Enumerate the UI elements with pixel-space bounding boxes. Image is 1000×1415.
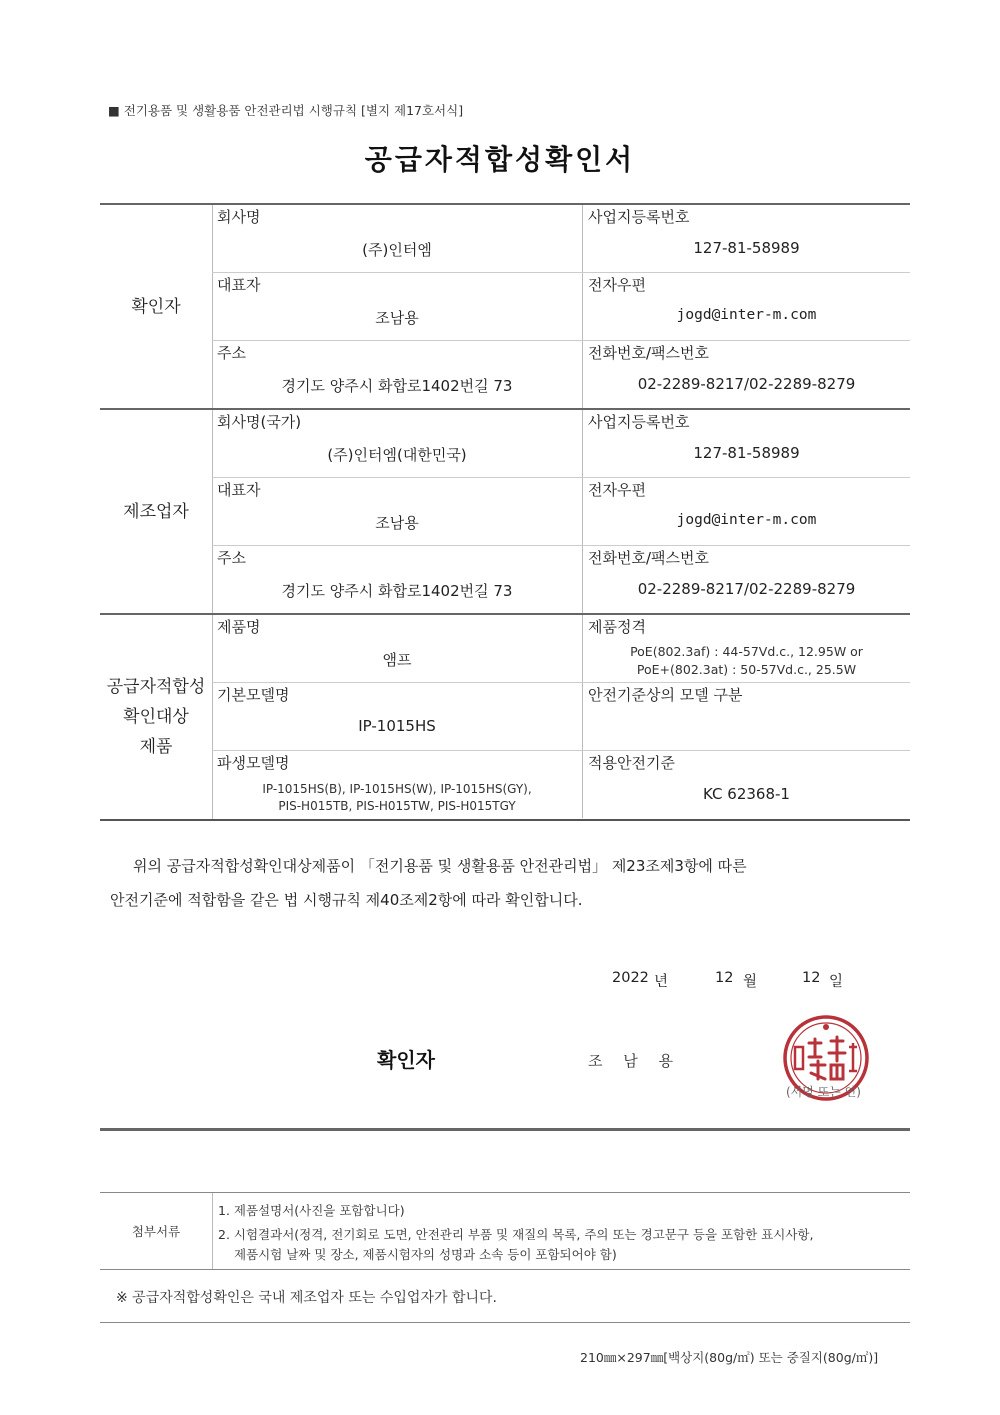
attachments-label: 첨부서류 bbox=[100, 1193, 213, 1269]
derived-model-label: 파생모델명 bbox=[217, 754, 290, 772]
certificate-table bbox=[100, 203, 910, 821]
email-label: 전자우편 bbox=[588, 276, 646, 294]
attachments-list bbox=[218, 1199, 906, 1267]
date-day: 12 bbox=[802, 970, 821, 986]
manufacturer-rep-row bbox=[212, 477, 910, 545]
date-month: 12 bbox=[715, 970, 734, 986]
paper-spec: 210㎜×297㎜[백상지(80g/㎡) 또는 중질지(80g/㎡)] bbox=[580, 1350, 879, 1365]
company-name-label: 회사명 bbox=[217, 208, 261, 226]
product-name-row bbox=[212, 615, 910, 682]
date-day-unit: 일 bbox=[829, 974, 844, 990]
footer-divider bbox=[100, 1322, 910, 1323]
address-value: 경기도 양주시 화합로1402번길 73 bbox=[281, 377, 513, 395]
product-section-label: 공급자적합성 확인대상 제품 bbox=[100, 615, 213, 819]
manufacturer-address-row bbox=[212, 545, 910, 613]
date-month-unit: 월 bbox=[743, 974, 758, 990]
product-section bbox=[100, 613, 910, 821]
base-model-value: IP-1015HS bbox=[358, 717, 436, 735]
phone-fax-value: 02-2289-8217/02-2289-8279 bbox=[637, 580, 856, 598]
manufacturer-section-label: 제조업자 bbox=[100, 410, 213, 613]
footnote: ※ 공급자적합성확인은 국내 제조업자 또는 수입업자가 합니다. bbox=[116, 1290, 497, 1306]
representative-label: 대표자 bbox=[217, 481, 261, 499]
date-year-unit: 년 bbox=[654, 974, 669, 990]
safety-model-class-label: 안전기준상의 모델 구분 bbox=[588, 686, 743, 704]
product-model-row bbox=[212, 682, 910, 750]
attachment-item-1: 1. 제품설명서(사진을 포함합니다) bbox=[218, 1203, 405, 1218]
company-country-value: (주)인터엠(대한민국) bbox=[327, 446, 467, 464]
address-value: 경기도 양주시 화합로1402번길 73 bbox=[281, 582, 513, 600]
confirmer-rep-row bbox=[212, 272, 910, 340]
confirmer-address-row bbox=[212, 340, 910, 408]
product-rating-label: 제품정격 bbox=[588, 618, 646, 636]
company-country-label: 회사명(국가) bbox=[217, 413, 302, 431]
product-rating-value: PoE(802.3af) : 44-57Vd.c., 12.95W or PoE+(802.3at) : 50-57Vd.c., 25.5W bbox=[630, 644, 863, 677]
phone-fax-label: 전화번호/팩스번호 bbox=[588, 549, 709, 567]
applied-standard-value: KC 62368-1 bbox=[703, 785, 790, 803]
seal-caption: (서명 또는 인) bbox=[786, 1085, 861, 1099]
business-reg-value: 127-81-58989 bbox=[693, 444, 800, 462]
derived-model-value: IP-1015HS(B), IP-1015HS(W), IP-1015HS(GY), PIS-H015TB, PIS-H015TW, PIS-H015TGY bbox=[262, 782, 532, 813]
confirmer-signature-label: 확인자 bbox=[377, 1048, 435, 1072]
confirmer-name: 조 남 용 bbox=[588, 1052, 682, 1070]
representative-value: 조남용 bbox=[375, 309, 419, 327]
company-name-value: (주)인터엠 bbox=[362, 241, 432, 259]
confirmer-company-row bbox=[212, 205, 910, 272]
date-year: 2022 bbox=[612, 970, 649, 986]
product-name-value: 앰프 bbox=[382, 651, 412, 669]
representative-value: 조남용 bbox=[375, 514, 419, 532]
email-value: jogd@inter-m.com bbox=[676, 512, 817, 528]
statement-line-2: 안전기준에 적합함을 같은 법 시행규칙 제40조제2항에 따라 확인합니다. bbox=[110, 891, 583, 909]
email-label: 전자우편 bbox=[588, 481, 646, 499]
attachments-table bbox=[100, 1192, 910, 1270]
product-derived-row bbox=[212, 750, 910, 818]
base-model-label: 기본모델명 bbox=[217, 686, 290, 704]
product-name-label: 제품명 bbox=[217, 618, 261, 636]
document-title: 공급자적합성확인서 bbox=[364, 143, 636, 176]
email-value: jogd@inter-m.com bbox=[676, 307, 817, 323]
attachment-item-2-continued: 제품시험 날짜 및 장소, 제품시험자의 성명과 소속 등이 포함되어야 함) bbox=[234, 1247, 617, 1262]
business-reg-label: 사업지등록번호 bbox=[588, 413, 690, 431]
phone-fax-label: 전화번호/팩스번호 bbox=[588, 344, 709, 362]
manufacturer-section bbox=[100, 408, 910, 613]
phone-fax-value: 02-2289-8217/02-2289-8279 bbox=[637, 375, 856, 393]
address-label: 주소 bbox=[217, 549, 246, 567]
manufacturer-company-row bbox=[212, 410, 910, 477]
statement-line-1: 위의 공급자적합성확인대상제품이 「전기용품 및 생활용품 안전관리법」 제23조제3항에 따른 bbox=[133, 857, 747, 875]
business-reg-value: 127-81-58989 bbox=[693, 239, 800, 257]
applied-standard-label: 적용안전기준 bbox=[588, 754, 675, 772]
form-header-note: ■ 전기용품 및 생활용품 안전관리법 시행규칙 [별지 제17호서식] bbox=[108, 103, 464, 118]
business-reg-label: 사업지등록번호 bbox=[588, 208, 690, 226]
representative-label: 대표자 bbox=[217, 276, 261, 294]
confirmer-section-label: 확인자 bbox=[100, 205, 213, 408]
attachment-item-2: 2. 시험결과서(정격, 전기회로 도면, 안전관리 부품 및 재질의 목록, 주의 또는 경고문구 등을 포함한 표시사항, bbox=[218, 1227, 814, 1242]
section-divider bbox=[100, 1128, 910, 1131]
confirmer-section bbox=[100, 203, 910, 408]
address-label: 주소 bbox=[217, 344, 246, 362]
